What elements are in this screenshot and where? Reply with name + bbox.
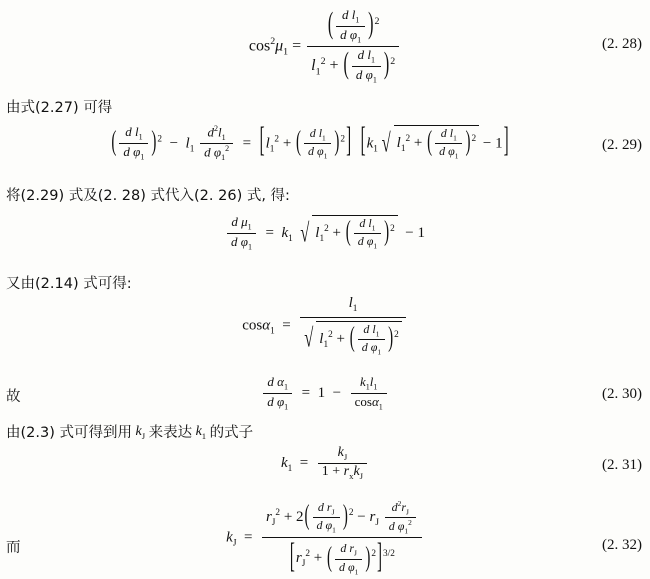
equation-number-230: (2. 30) bbox=[602, 386, 642, 402]
equation-cos-alpha: cosα$_1$ = $l_1$ √ $l_1^2$ + ( $\frac{d l_1}{d \varphi_1}$ )$^2$ bbox=[0, 296, 650, 356]
equation-230: $\frac{d \alpha_1}{d \varphi_1}$ = 1 − $\frac{k_1l_1}{\cos\alpha_1}$ bbox=[0, 375, 650, 412]
equation-number-229: (2. 29) bbox=[602, 137, 642, 153]
label-er: 而 bbox=[6, 540, 21, 556]
text-from-eq-227: 由式(2.27) 可得 bbox=[6, 100, 113, 116]
equation-232: $k_J$ = $r_J^2 + 2$( $\frac{d r_J}{d \varphi_1}$ )$^2 - r_J$ $\frac{d^2r_J}{d \varphi_1^2}$ [$r_J^2$ + ( $\frac{d r_J}{d \varphi_1}$ )$^2$]$^{3/2}$ bbox=[0, 500, 650, 576]
subscript-1: 1 bbox=[283, 46, 289, 58]
equation-number-232: (2. 32) bbox=[602, 537, 642, 553]
text-from-eq-214: 又由(2.14) 式可得: bbox=[6, 276, 132, 292]
text-substitute-equations: 将(2.29) 式及(2. 28) 式代入(2. 26) 式, 得: bbox=[6, 188, 290, 204]
equation-231: $k_1$ = $\frac{k_J}{1 + r_xk_J}$ bbox=[0, 446, 650, 481]
fraction-228: ( $\frac{d l_1}{d \varphi_1}$ )$^2$ $l_1^2$ + ( $\frac{d l_1}{d \varphi_1}$ )$^2$ bbox=[307, 8, 399, 85]
equals-sign: = bbox=[292, 37, 302, 55]
equation-229: ( $\frac{d l_1}{d \varphi_1}$ )$^2 - l_1$ $\frac{d^2l_1}{d \varphi_1^2}$ = [$l_1^2$ + ( $\frac{d l_1}{d \varphi_1}$ )$^2$] [$k_1$ √ $l_1^2$ + ( $\frac{d l_1}{d \varphi_1}$ )$^2$ − 1] bbox=[111, 123, 509, 163]
equation-number-231: (2. 31) bbox=[602, 457, 642, 473]
mu-symbol: μ bbox=[275, 37, 284, 55]
text-from-eq-23-part1: 由(2.3) 式可得到用 bbox=[6, 425, 132, 441]
exponent-2: 2 bbox=[270, 35, 276, 47]
equation-number-228: (2. 28) bbox=[602, 36, 642, 52]
cos-symbol: cos bbox=[248, 37, 271, 55]
equation-dmu-dphi: $\frac{d \mu_1}{d \varphi_1}$ = $k_1$ √ $l_1^2$ + ( $\frac{d l_1}{d \varphi_1}$ )$^2$ − 1 bbox=[0, 215, 650, 252]
label-gu: 故 bbox=[6, 389, 21, 405]
cos-symbol-2: cos bbox=[242, 317, 263, 334]
text-from-eq-23-part2: 来表达 bbox=[148, 425, 193, 441]
fraction-cos-alpha: $l_1$ √ $l_1^2$ + ( $\frac{d l_1}{d \varphi_1}$ )$^2$ bbox=[300, 296, 405, 356]
text-from-eq-23-part3: 的式子 bbox=[209, 425, 254, 441]
fraction-232: $r_J^2 + 2$( $\frac{d r_J}{d \varphi_1}$ )$^2 - r_J$ $\frac{d^2r_J}{d \varphi_1^2}$ [$r_J^2$ + ( $\frac{d r_J}{d \varphi_1}$ )$^2$]$^{3/2}$ bbox=[262, 500, 422, 576]
equation-228 bbox=[0, 8, 650, 85]
text-from-eq-23: 由(2.3) 式可得到用 $k_J$ 来表达 $k_1$ 的式子 bbox=[6, 424, 254, 441]
